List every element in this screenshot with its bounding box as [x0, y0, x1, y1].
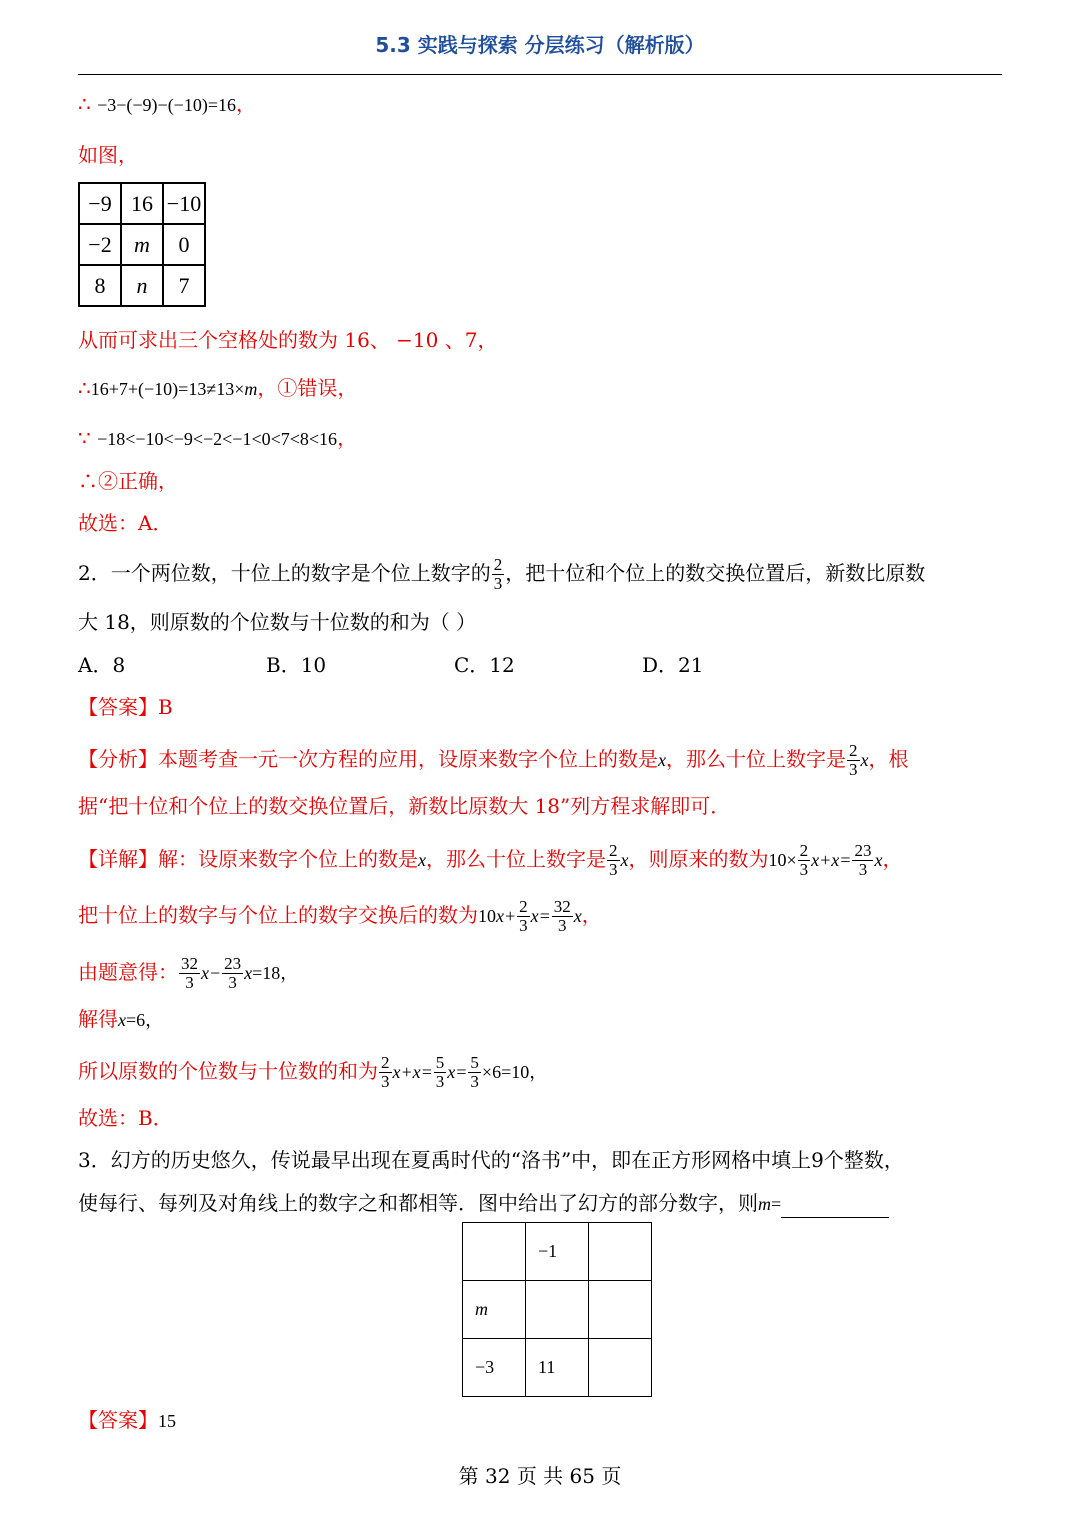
cell — [589, 1339, 652, 1397]
therefore-symbol: ∴ — [78, 92, 91, 116]
q2-analysis-1: 【分析】本题考查一元一次方程的应用，设原来数字个位上的数是x，那么十位上数字是 $\frac{2}{3}$ x，根 — [78, 741, 909, 779]
q2-analysis-2: 据“把十位和个位上的数交换位置后，新数比原数大 18”列方程求解即可． — [78, 794, 731, 818]
punct: ， — [337, 426, 358, 450]
cell: 0 — [163, 224, 205, 265]
cell — [526, 1281, 589, 1339]
q2-options — [78, 651, 1002, 679]
q2-stem-1 — [78, 556, 1002, 593]
line-therefore-1 — [78, 90, 1002, 119]
cell — [589, 1281, 652, 1339]
cell: −3 — [463, 1339, 526, 1397]
q2-detail-2: 把十位上的数字与个位上的数字交换后的数为10x+ $\frac{2}{3}$ x= $\frac{32}{3}$ x， — [78, 897, 602, 935]
option-a: A．8 — [78, 653, 126, 677]
magic-square-1 — [78, 182, 206, 307]
because-symbol: ∵ — [78, 426, 91, 450]
expression: −18<−10<−9<−2<−1<0<7<8<16 — [97, 429, 338, 449]
variable: m — [244, 379, 258, 399]
punct: ， — [235, 92, 256, 116]
expression: 16+7+(−10)=13≠13× — [90, 379, 245, 399]
cell: −2 — [79, 224, 121, 265]
q2-detail-3: 由题意得： $\frac{32}{3}$ x− $\frac{23}{3}$ x=18， — [78, 954, 299, 992]
q3-answer: 【答案】15 — [78, 1408, 176, 1432]
q2-answer: 【答案】B — [78, 695, 173, 719]
answer-blank — [781, 1195, 889, 1218]
q3-stem-1: 3．幻方的历史悠久，传说最早出现在夏禹时代的“洛书”中，即在正方形网格中填上9个整数， — [78, 1148, 904, 1172]
option-c: C．12 — [454, 653, 515, 677]
cell: −10 — [163, 183, 205, 224]
line-choose-a: 故选：A． — [78, 511, 173, 535]
cell — [589, 1223, 652, 1281]
option-d: D．21 — [642, 653, 704, 677]
page-footer: 第 32 页 共 65 页 — [458, 1464, 622, 1488]
line-therefore-2 — [78, 374, 1002, 403]
option-b: B．10 — [266, 653, 327, 677]
line-because — [78, 424, 1002, 453]
q3-stem-2: 使每行、每列及对角线上的数字之和都相等．图中给出了幻方的部分数字，则m= — [78, 1189, 1002, 1218]
cell: 8 — [79, 265, 121, 306]
line-three-numbers: 从而可求出三个空格处的数为 16、 −10 、7， — [78, 328, 498, 352]
text: ，把十位和个位上的数交换位置后，新数比原数 — [505, 561, 926, 585]
text: 2．一个两位数，十位上的数字是个位上数字的 — [78, 561, 491, 585]
q2-detail-1: 【详解】解：设原来数字个位上的数是x，那么十位上数字是 $\frac{2}{3}$ x，则原来的数为10× $\frac{2}{3}$ x+x= $\frac{23}{3}$ x， — [78, 841, 903, 879]
line-correct: ∴②正确， — [78, 469, 178, 493]
cell: −9 — [79, 183, 121, 224]
cell: 7 — [163, 265, 205, 306]
expression: −3−(−9)−(−10)=16 — [97, 95, 236, 115]
cell: m — [463, 1281, 526, 1339]
therefore-symbol: ∴ — [78, 376, 91, 400]
cell: 16 — [121, 183, 163, 224]
cell: 11 — [526, 1339, 589, 1397]
cell: −1 — [526, 1223, 589, 1281]
conclusion: ，①错误， — [257, 376, 358, 400]
cell — [463, 1223, 526, 1281]
line-as-shown: 如图， — [78, 143, 138, 167]
q2-detail-4: 解得x=6， — [78, 1007, 164, 1031]
page-title: 5.3 实践与探索 分层练习（解析版） — [375, 33, 705, 57]
q2-detail-6: 故选：B． — [78, 1106, 173, 1130]
magic-square-2 — [462, 1222, 652, 1397]
cell: n — [121, 265, 163, 306]
page-header — [78, 30, 1002, 75]
cell: m — [121, 224, 163, 265]
q2-detail-5: 所以原数的个位数与十位数的和为 $\frac{2}{3}$ x+x= $\frac{5}{3}$ x= $\frac{5}{3}$ ×6=10， — [78, 1053, 548, 1091]
q2-stem-2: 大 18，则原数的个位数与十位数的和为（ ） — [78, 610, 477, 634]
fraction: $\frac{2}{3}$ — [493, 555, 503, 593]
